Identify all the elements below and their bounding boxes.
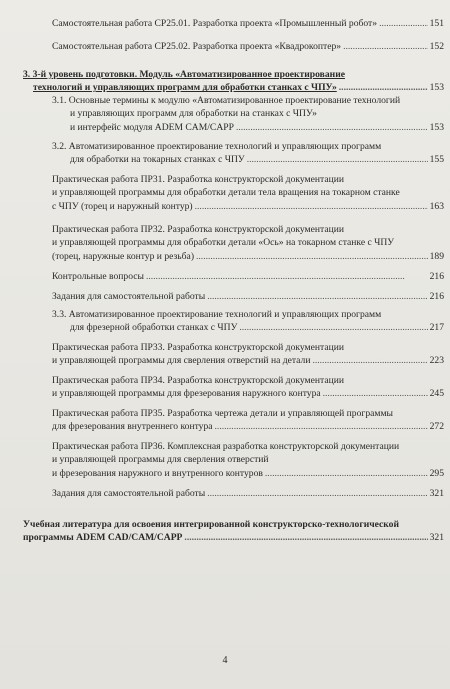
- toc-page-number: 295: [429, 467, 444, 479]
- leader-dots: [379, 17, 428, 30]
- toc-entry-pr31[interactable]: [52, 173, 444, 213]
- toc-entry-pr36[interactable]: [52, 440, 444, 480]
- toc-entry-text: и управляющей программы для фрезерования наружного контура: [52, 388, 321, 400]
- leader-dots: [247, 153, 428, 166]
- toc-page-number: 223: [429, 355, 444, 367]
- toc-entry-text: технологий и управляющих программ для обработки станках с ЧПУ»: [33, 82, 337, 94]
- toc-entry-text: Практическая работа ПР31. Разработка конструкторской документации: [52, 174, 344, 185]
- toc-page-number: 151: [429, 18, 444, 29]
- toc-page-number: 245: [429, 388, 444, 400]
- leader-dots: [207, 290, 427, 303]
- leader-dots: [339, 81, 428, 94]
- toc-entry-s31[interactable]: [52, 94, 444, 134]
- toc-entry-text: 3.3. Автоматизированное проектирование технологий и управляющих программ: [52, 309, 382, 320]
- leader-dots: [323, 387, 428, 400]
- toc-entry-sr2501[interactable]: [52, 17, 444, 30]
- toc-entry-text: и управляющей программы для обработки детали «Ось» на токарном станке с ЧПУ: [52, 237, 395, 249]
- toc-entry-text: Практическая работа ПР33. Разработка конструкторской документации: [52, 342, 344, 353]
- leader-dots: [207, 487, 427, 500]
- toc-entry-text: Практическая работа ПР36. Комплексная разработка конструкторской документации: [52, 441, 400, 452]
- toc-page-number: 272: [429, 421, 444, 433]
- toc-entry-text: Практическая работа ПР34. Разработка конструкторской документации: [52, 375, 344, 386]
- toc-page-number: 152: [429, 41, 444, 52]
- toc-entry-pr35[interactable]: [52, 407, 444, 434]
- leader-dots: [195, 200, 428, 213]
- toc-page-number: 217: [429, 322, 444, 334]
- toc-entry-text: и управляющей программы для сверления отверстий на детали: [52, 355, 311, 367]
- toc-entry-text: и управляющей программы для обработки детали тела вращения на токарном станке: [52, 187, 400, 199]
- leader-dots: [312, 354, 427, 367]
- toc-page-number: 153: [429, 82, 444, 94]
- toc-entry-text: Практическая работа ПР35. Разработка чертежа детали и управляющей программы: [52, 408, 393, 419]
- toc-entry-text: (торец, наружные контур и резьба): [52, 250, 195, 262]
- toc-entry-text: программы ADEM CAD/CAM/CAPP: [23, 532, 183, 544]
- toc-page-number: 321: [429, 532, 444, 544]
- toc-entry-pr32[interactable]: [52, 223, 444, 263]
- toc-page-number: 155: [429, 154, 444, 166]
- toc-entry-text: Самостоятельная работа СР25.01. Разработка проекта «Промышленный робот»: [52, 18, 378, 29]
- toc-entry-text: 3.2. Автоматизированное проектирование технологий и управляющих программ: [52, 141, 382, 152]
- toc-entry-text: Задания для самостоятельной работы: [52, 488, 206, 499]
- leader-dots: [215, 420, 428, 433]
- toc-entry-text: Практическая работа ПР32. Разработка конструкторской документации: [52, 224, 344, 235]
- toc-page-number: 153: [429, 121, 444, 133]
- leader-dots: [265, 467, 428, 480]
- toc-entry-text: 3.1. Основные термины к модулю «Автоматизированное проектирование технологий: [52, 95, 401, 106]
- toc-entry-pr34[interactable]: [52, 374, 444, 401]
- toc-entry-control-questions[interactable]: [52, 270, 444, 283]
- leader-dots: [196, 250, 428, 263]
- toc-page-number: 216: [429, 271, 444, 282]
- toc-entry-text: для фрезерования внутреннего контура: [52, 421, 213, 433]
- leader-dots: [146, 270, 428, 283]
- toc-page-number: 163: [429, 200, 444, 212]
- leader-dots: [343, 40, 428, 53]
- toc-entry-self-tasks-2[interactable]: [52, 487, 444, 500]
- toc-entry-level3[interactable]: [23, 68, 444, 95]
- toc-page-number: 189: [429, 250, 444, 262]
- leader-dots: [184, 531, 427, 544]
- toc-entry-text: и управляющей программы для сверления отверстий: [52, 454, 269, 466]
- toc-entry-text: для обработки на токарных станках с ЧПУ: [70, 154, 245, 166]
- toc-entry-sr2502[interactable]: [52, 40, 444, 53]
- toc-entry-text: и интерфейс модуля ADEM CAM/CAPP: [70, 121, 234, 133]
- toc-entry-text: Самостоятельная работа СР25.02. Разработка проекта «Квадрокоптер»: [52, 41, 342, 52]
- leader-dots: [239, 321, 427, 334]
- toc-entry-text: для фрезерной обработки станках с ЧПУ: [70, 322, 238, 334]
- toc-entry-text: с ЧПУ (торец и наружный контур): [52, 200, 193, 212]
- toc-entry-pr33[interactable]: [52, 341, 444, 368]
- toc-entry-text: Контрольные вопросы: [52, 271, 144, 282]
- toc-entry-literature[interactable]: [23, 518, 444, 545]
- toc-entry-text: Задания для самостоятельной работы: [52, 291, 206, 302]
- toc-entry-self-tasks-1[interactable]: [52, 290, 444, 303]
- toc-entry-s32[interactable]: [52, 140, 444, 167]
- toc-entry-text: Учебная литература для освоения интегрированной конструкторско-технологической: [23, 519, 400, 530]
- toc-entry-text: и фрезерования наружного и внутренного контуров: [52, 467, 263, 479]
- page-number: 4: [222, 655, 228, 666]
- toc-entry-text: и управляющих программ для обработки на станках с ЧПУ»: [70, 108, 317, 120]
- toc-entry-text: 3. 3-й уровень подготовки. Модуль «Автоматизированное проектирование: [23, 69, 345, 80]
- toc-page-number: 321: [429, 488, 444, 499]
- toc-page-number: 216: [429, 291, 444, 302]
- toc-entry-s33[interactable]: [52, 308, 444, 335]
- leader-dots: [236, 121, 428, 134]
